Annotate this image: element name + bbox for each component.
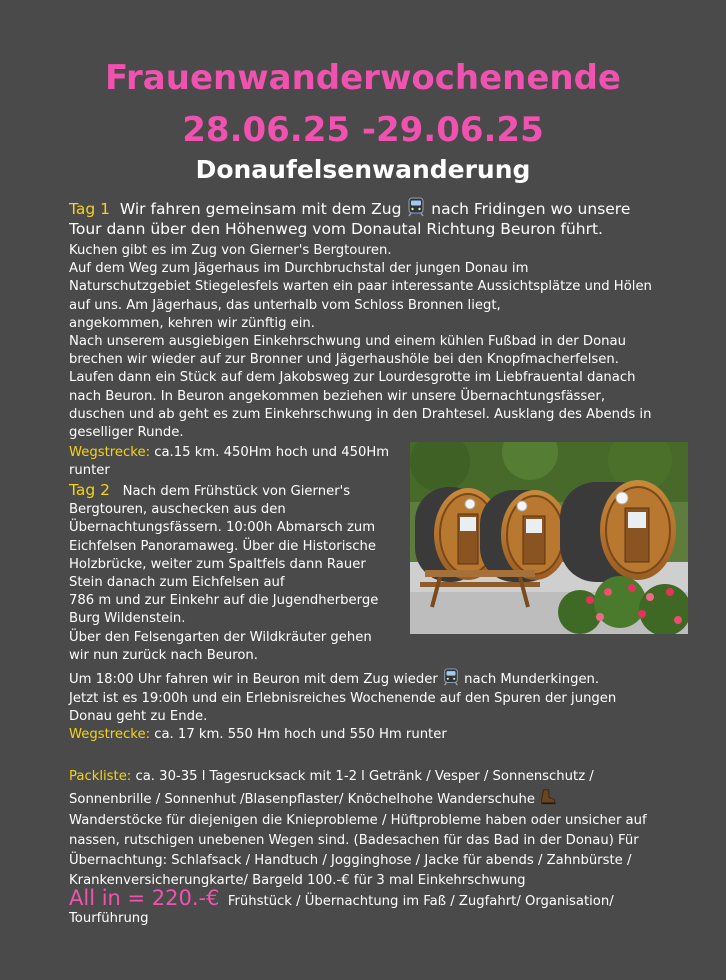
day2-end	[69, 690, 616, 745]
day2-first: Nach dem Frühstück von Gierner's	[122, 484, 351, 499]
packing-line: Wanderstöcke für diejenigen die Knieprobleme / Hüftprobleme haben oder unsicher auf	[69, 813, 647, 828]
text-line: duschen und ab geht es zum Einkehrschwung in den Drahtesel. Ausklang des Abends in	[69, 406, 652, 422]
text-line: auf uns. Am Jägerhaus, das unterhalb vom Schloss Bronnen liegt,	[69, 297, 501, 313]
packing-line: nassen, rutschigen unebenen Wegen sind. (Badesachen für das Bad in der Donau) Für	[69, 833, 639, 848]
text-line: Holzbrücke, weiter zum Spaltfels dann Rauer	[69, 556, 366, 572]
text-line: Jetzt ist es 19:00h und ein Erlebnisreiches Wochenende auf den Spuren der jungen	[69, 691, 617, 706]
text-line: Stein danach zum Eichfelsen auf	[69, 575, 285, 591]
route-label: Wegstrecke:	[69, 727, 151, 743]
text-line: 786 m und zur Einkehr auf die Jugendherberge	[69, 593, 379, 609]
day2-label: Tag 2	[69, 481, 111, 499]
return-text-b: nach Munderkingen.	[464, 672, 600, 687]
price-text: Frühstück / Übernachtung im Faß / Zugfahrt/ Organisation/	[227, 894, 614, 909]
price-label: All in = 220.-€	[69, 886, 220, 910]
price-block	[69, 884, 614, 916]
day1-intro-a: Wir fahren gemeinsam mit dem Zug	[119, 200, 402, 218]
barrel-huts-photo	[410, 442, 688, 634]
text-line: Bergtouren, auschecken aus den	[69, 502, 286, 518]
day1-body	[69, 242, 652, 442]
train-icon	[406, 197, 426, 217]
text-line: Über den Felsengarten der Wildkräuter gehen	[69, 629, 372, 645]
text-line: Eichfelsen Panoramaweg. Über die Historische	[69, 538, 376, 554]
day1-route	[69, 444, 389, 480]
price-text-cont: Tourführung	[69, 911, 149, 926]
text-line: Naturschutzgebiet Stiegelesfels warten ein paar interessante Aussichtsplätze und Hölen	[69, 279, 652, 295]
day1-intro	[69, 197, 630, 221]
day2-body	[69, 481, 378, 665]
packing-label: Packliste:	[69, 769, 132, 784]
text-line: Burg Wildenstein.	[69, 611, 186, 627]
return-text-a: Um 18:00 Uhr fahren wir in Beuron mit dem Zug wieder	[69, 672, 438, 687]
train-icon	[442, 668, 460, 686]
main-title: Frauenwanderwochenende	[104, 58, 621, 98]
route-label: Wegstrecke:	[69, 445, 151, 460]
day1-intro-b: nach Fridingen wo unsere	[431, 200, 631, 218]
day1-intro-line2: Tour dann über den Höhenweg vom Donautal Richtung Beuron führt.	[69, 220, 603, 238]
route-text-cont: runter	[69, 463, 110, 479]
text-line: Nach unserem ausgiebigen Einkehrschwung und einem kühlen Fußbad in der Donau	[69, 334, 626, 350]
hiking-boot-icon	[539, 788, 557, 806]
text-line: wir nun zurück nach Beuron.	[69, 647, 258, 663]
day1-label: Tag 1	[69, 200, 111, 218]
packing-list	[69, 765, 647, 891]
text-line: Laufen dann ein Stück auf dem Jakobsweg zur Lourdesgrotte im Liebfrauental danach	[69, 370, 636, 386]
text-line: nach Beuron. In Beuron angekommen beziehen wir unsere Übernachtungsfässer,	[69, 388, 606, 404]
text-line: Übernachtungsfässern. 10:00h Abmarsch zum	[69, 520, 376, 536]
text-line: geselliger Runde.	[69, 425, 184, 441]
text-line: brechen wir wieder auf zur Bronner und Jägerhaushöle bei den Knopfmacherfelsen.	[69, 352, 619, 368]
text-line: Donau geht zu Ende.	[69, 709, 208, 725]
route-text: ca.15 km. 450Hm hoch und 450Hm	[154, 445, 390, 460]
packing-line: Übernachtung: Schlafsack / Handtuch / Jogginghose / Jacke für abends / Zahnbürste /	[69, 853, 632, 868]
text-line: Kuchen gibt es im Zug von Gierner's Bergtouren.	[69, 243, 392, 258]
packing-line: Sonnenbrille / Sonnenhut /Blasenpflaster/ Knöchelhohe Wanderschuhe	[69, 792, 536, 807]
packing-line: ca. 30-35 l Tagesrucksack mit 1-2 l Getränk / Vesper / Sonnenschutz /	[135, 769, 594, 784]
text-line: Auf dem Weg zum Jägerhaus im Durchbruchstal der jungen Donau im	[69, 261, 529, 277]
route-text: ca. 17 km. 550 Hm hoch und 550 Hm runter	[154, 727, 447, 743]
return-line	[69, 668, 599, 689]
subtitle: Donaufelsenwanderung	[195, 155, 531, 184]
packing-line: Krankenversicherungkarte/ Bargeld 100.-€ für 3 mal Einkehrschwung	[69, 873, 526, 888]
date-title: 28.06.25 -29.06.25	[182, 110, 544, 150]
text-line: angekommen, kehren wir zünftig ein.	[69, 315, 315, 331]
